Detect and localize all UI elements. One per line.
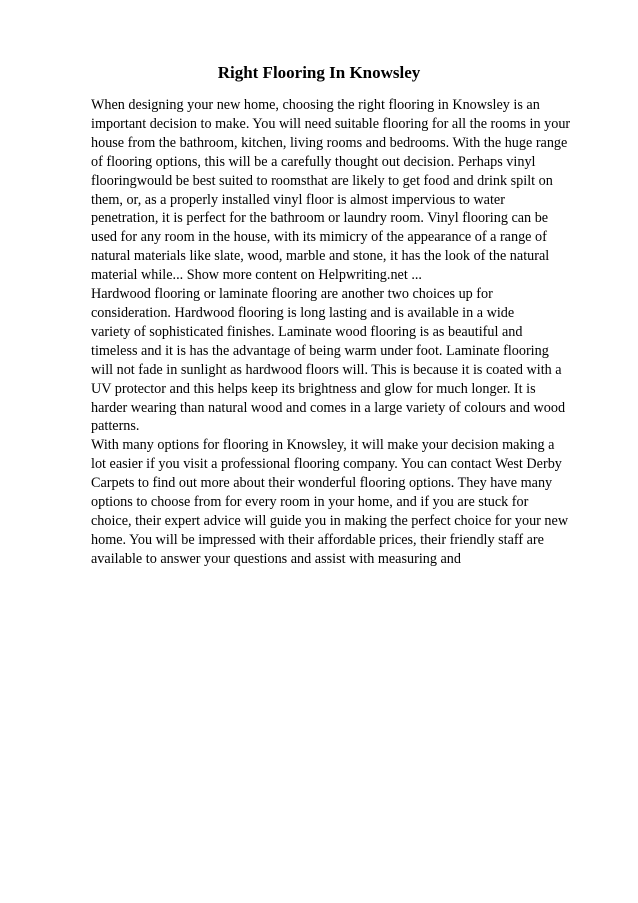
text-line: options to choose from for every room in your home, and if you are stuck for [91, 494, 529, 511]
text-line: lot easier if you visit a professional flooring company. You can contact West Derby [91, 456, 562, 473]
text-line: available to answer your questions and assist with measuring and [91, 550, 461, 567]
text-line: Hardwood flooring or laminate flooring are another two choices up for [91, 286, 493, 303]
text-line: harder wearing than natural wood and comes in a large variety of colours and wood [91, 399, 566, 416]
text-line: variety of sophisticated finishes. Laminate wood flooring is as beautiful and [91, 323, 523, 340]
text-line: timeless and it is has the advantage of being warm under foot. Laminate flooring [91, 342, 549, 359]
text-line: UV protector and this helps keep its brightness and glow for much longer. It is [91, 380, 536, 397]
text-line: house from the bathroom, kitchen, living rooms and bedrooms. With the huge range [91, 134, 568, 151]
text-line: used for any room in the house, with its mimicry of the appearance of a range of [91, 229, 547, 246]
text-line: home. You will be impressed with their affordable prices, their friendly staff are [91, 531, 544, 548]
text-line: material while... Show more content on Helpwriting.net ... [91, 267, 422, 284]
text-line: natural materials like slate, wood, marble and stone, it has the look of the natural [91, 248, 550, 265]
text-line: flooringwould be best suited to roomsthat are likely to get food and drink spilt on [91, 172, 553, 189]
page-title: Right Flooring In Knowsley [217, 63, 421, 82]
text-line: important decision to make. You will need suitable flooring for all the rooms in your [91, 115, 571, 132]
text-line: consideration. Hardwood flooring is long lasting and is available in a wide [91, 304, 515, 321]
document-body [91, 96, 571, 569]
text-line: will not fade in sunlight as hardwood floors will. This is because it is coated with a [91, 361, 562, 378]
text-line: penetration, it is perfect for the bathroom or laundry room. Vinyl flooring can be [91, 210, 549, 227]
text-line: With many options for flooring in Knowsley, it will make your decision making a [91, 437, 555, 454]
text-line: patterns. [91, 418, 140, 435]
text-line: Carpets to find out more about their wonderful flooring options. They have many [91, 475, 553, 492]
text-line: of flooring options, this will be a carefully thought out decision. Perhaps vinyl [91, 153, 536, 170]
text-line: When designing your new home, choosing the right flooring in Knowsley is an [91, 97, 540, 113]
text-line: choice, their expert advice will guide you in making the perfect choice for your new [91, 512, 569, 529]
text-line: them, or, as a properly installed vinyl floor is almost impervious to water [91, 191, 505, 208]
